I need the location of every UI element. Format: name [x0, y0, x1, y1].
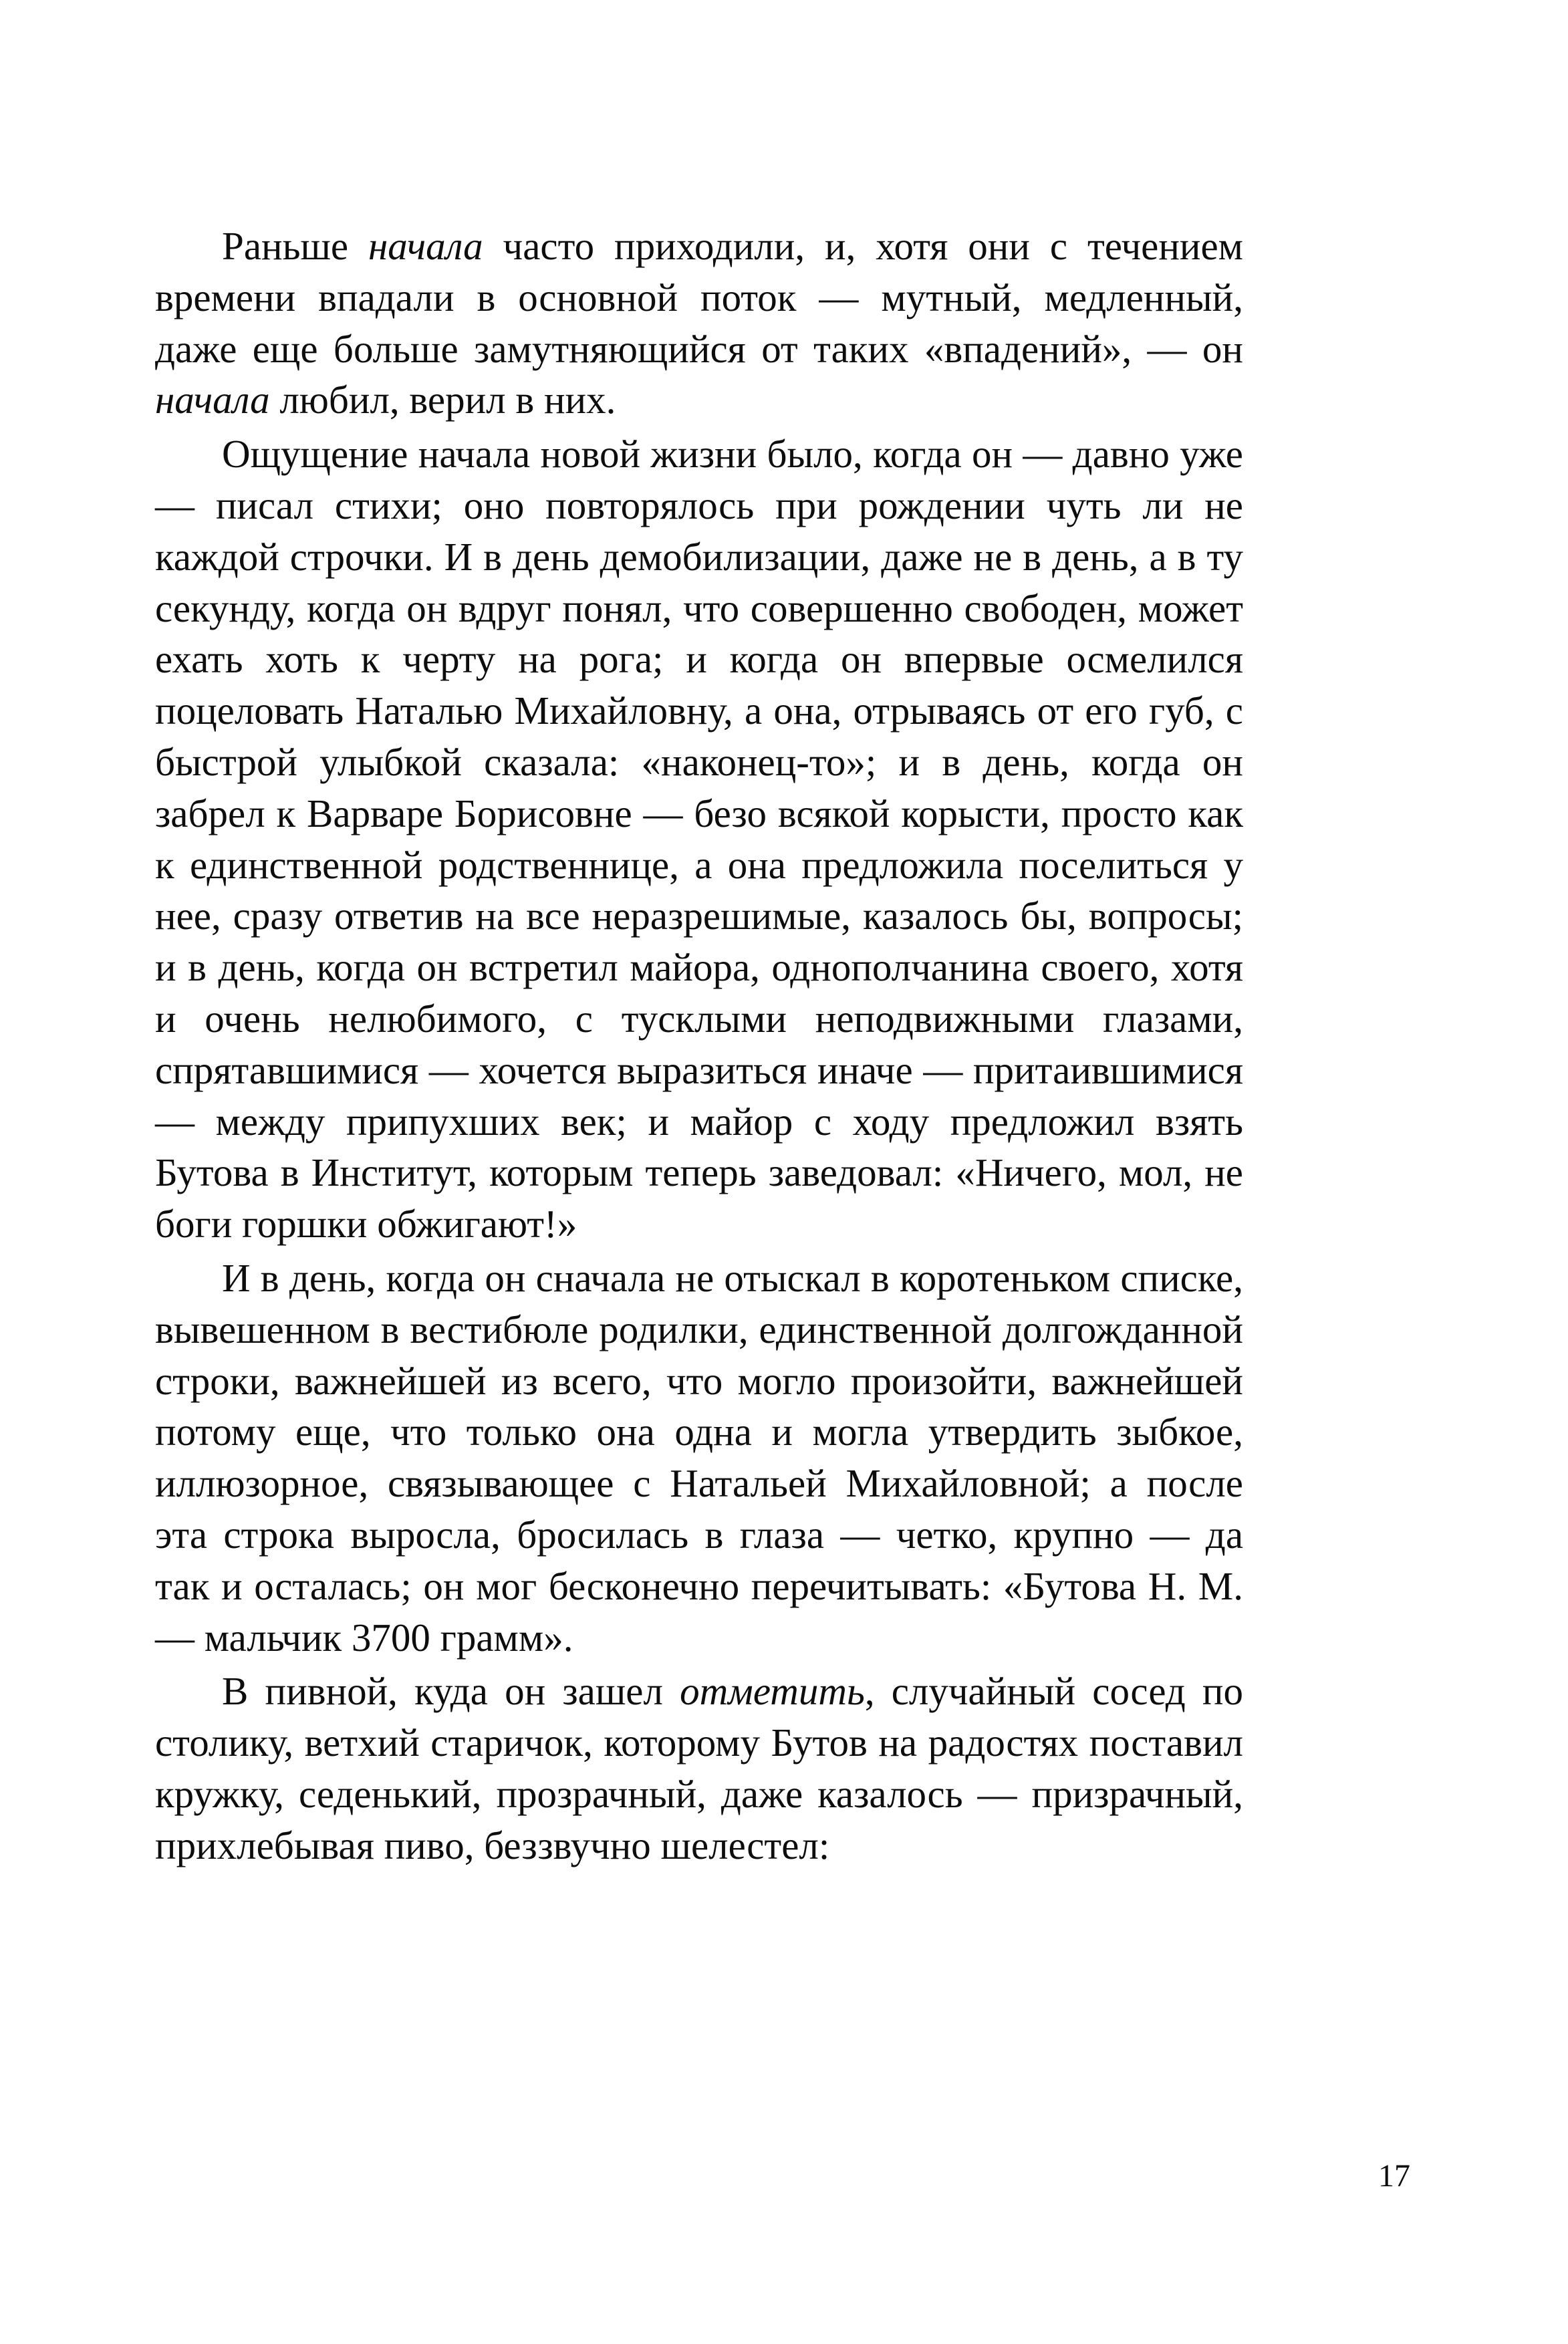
text-segment: Ощущение начала новой жизни было, когда он — давно уже — писал стихи; оно повторялось при рождении чуть ли не каждой строчки. И в день демобилизации, даже не в день, а в ту секунду, когда он вдруг понял, что совершенно свободен, может ехать хоть к черту на рога; и когда он впервые осмелился поцеловать Наталью Михайловну, а она, отрываясь от его губ, с быстрой улыбкой сказала: «наконец-то»; и в день, когда он забрел к Варваре Борисовне — безо всякой корысти, просто как к единственной родственнице, а она предложила поселиться у нее, сразу ответив на все неразрешимые, казалось бы, вопросы; и в день, когда он встретил майора, однополчанина своего, хотя и очень нелюбимого, с тусклыми неподвижными глазами, спрятавшимися — хочется выразиться иначе — притаившимися — между припухших век; и майор с ходу предложил взять Бутова в Институт, которым теперь заведовал: «Ничего, мол, не боги горшки обжигают!» — [155, 432, 1243, 1247]
page-number: 17 — [1378, 2158, 1410, 2194]
text-segment: , случайный сосед по столику, ветхий старичок, которому Бутов на радостях поставил кружку, седенький, прозрачный, даже казалось — призрачный, прихлебывая пиво, беззвучно шелестел: — [155, 1669, 1243, 1867]
italic-text-segment: начала — [155, 378, 270, 422]
text-segment: любил, верил в них. — [269, 378, 616, 422]
text-segment: Раньше — [222, 224, 369, 268]
paragraph-1 — [155, 221, 1243, 426]
italic-text-segment: начала — [368, 224, 483, 268]
text-segment: И в день, когда он сначала не отыскал в коротеньком списке, вывешенном в вестибюле родилки, единственной долгожданной строки, важнейшей из всего, что могло произойти, важнейшей потому еще, что только она одна и могла утвердить зыбкое, иллюзорное, связывающее с Натальей Михайловной; а после эта строка выросла, бросилась в глаза — четко, крупно — да так и осталась; он мог бесконечно перечитывать: «Бутова Н. М. — мальчик 3700 грамм». — [155, 1255, 1243, 1660]
paragraph-4 — [155, 1666, 1243, 1871]
paragraph-3 — [155, 1253, 1243, 1663]
italic-text-segment: отметить — [680, 1669, 865, 1714]
text-segment: часто приходили, и, хотя они с течением времени впадали в основной поток — мутный, медленный, даже еще больше замутняющийся от таких «впадений», — он — [155, 224, 1243, 371]
body-text — [155, 221, 1243, 1871]
paragraph-2 — [155, 428, 1243, 1250]
text-segment: В пивной, куда он зашел — [222, 1669, 680, 1714]
